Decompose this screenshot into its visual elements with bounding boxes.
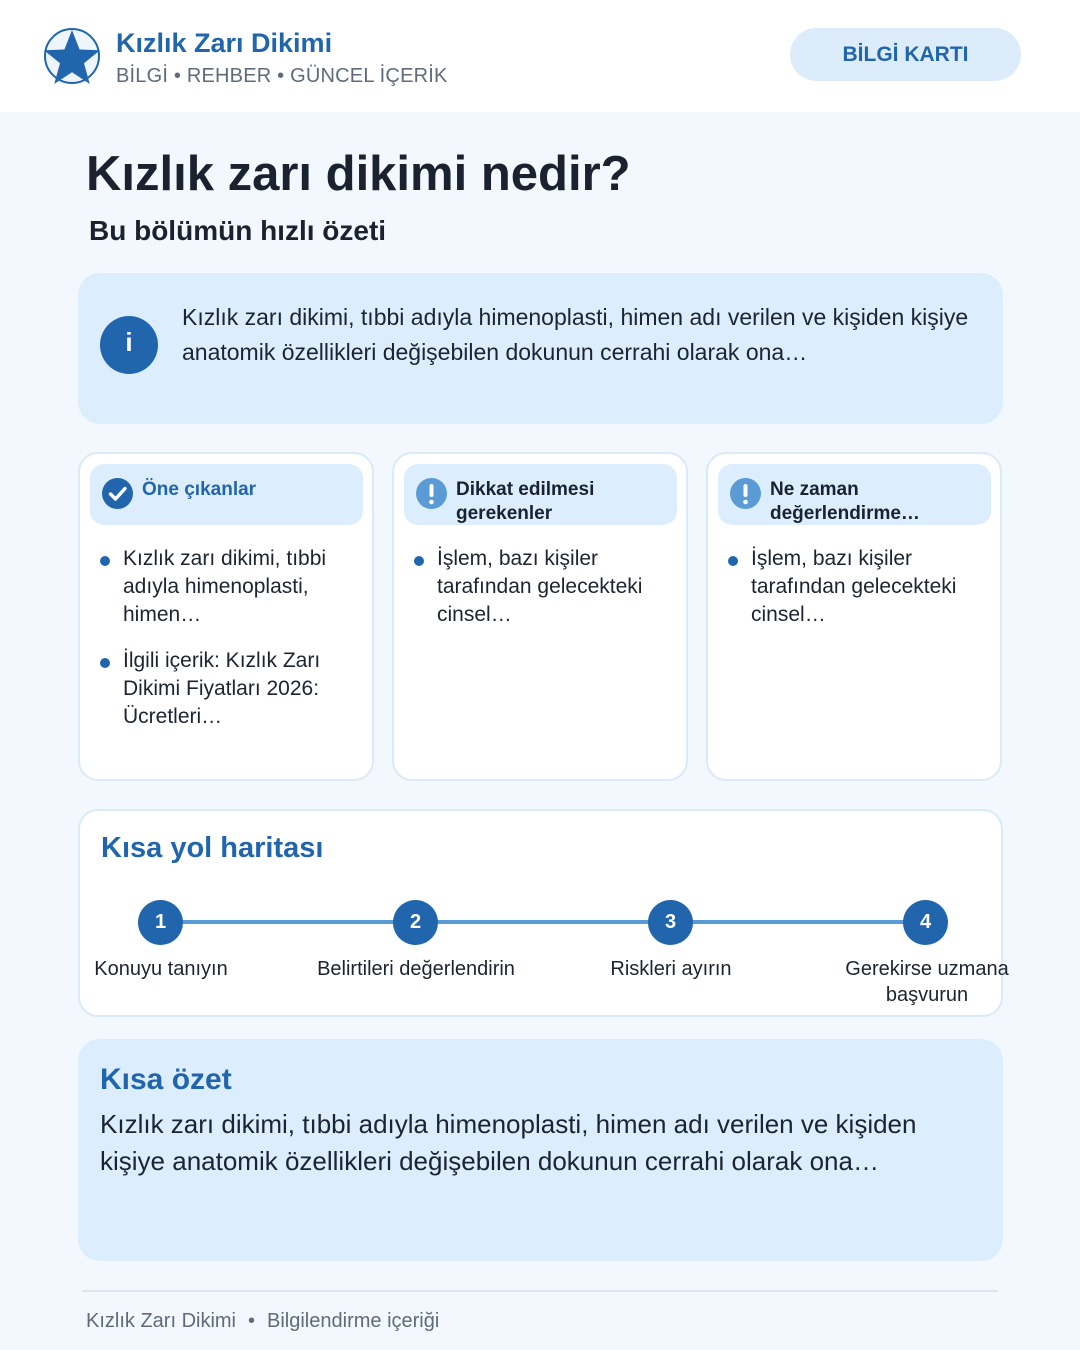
card-header: [90, 464, 363, 525]
footer: [86, 1310, 439, 1333]
card-bullet-list: [100, 545, 362, 749]
card-bullet-list: [728, 545, 990, 647]
roadmap-connector: [161, 920, 926, 924]
star-emblem-icon[interactable]: [42, 26, 102, 88]
summary-box: [78, 1039, 1003, 1261]
page-title: Kızlık zarı dikimi nedir?: [86, 147, 631, 201]
card-title: Öne çıkanlar: [142, 479, 257, 500]
step-label: Konuyu tanıyın: [94, 958, 228, 980]
page-subtitle: Bu bölümün hızlı özeti: [89, 215, 387, 246]
check-circle-icon: [102, 478, 133, 509]
list-item: İşlem, bazı kişiler tarafından gelecekteki cinsel…: [728, 545, 990, 629]
info-icon: i: [100, 316, 158, 374]
card-title: Dikkat edilmesi gerekenler: [456, 479, 595, 524]
intro-text: Kızlık zarı dikimi, tıbbi adıyla himenoplasti, himen adı verilen ve kişiden kişiye anatomik özellikleri değişebilen dokunun cerrahi olarak ona…: [182, 304, 969, 365]
card-header: [404, 464, 677, 525]
roadmap-title: Kısa yol haritası: [101, 832, 324, 864]
brand-title[interactable]: Kızlık Zarı Dikimi: [116, 28, 333, 58]
brand-tagline: BİLGİ • REHBER • GÜNCEL İÇERİK: [116, 65, 448, 87]
card-title: Ne zaman değerlendirme…: [770, 479, 920, 524]
highlights-card: [78, 452, 374, 781]
roadmap-section: [78, 809, 1009, 1017]
exclamation-circle-icon: [416, 478, 447, 509]
list-item: Kızlık zarı dikimi, tıbbi adıyla himenoplasti, himen…: [100, 545, 362, 629]
list-item: İlgili içerik: Kızlık Zarı Dikimi Fiyatları 2026: Ücretleri…: [100, 647, 362, 731]
exclamation-circle-icon: [730, 478, 761, 509]
step-number: 2: [393, 900, 438, 945]
footer-divider: [82, 1290, 998, 1292]
site-header: [0, 0, 1080, 112]
step-label: Riskleri ayırın: [610, 958, 732, 980]
card-header: [718, 464, 991, 525]
step-number: 4: [903, 900, 948, 945]
footer-separator: •: [248, 1310, 256, 1332]
list-item: İşlem, bazı kişiler tarafından gelecekteki cinsel…: [414, 545, 676, 629]
step-label: Gerekirse uzmana başvurun: [845, 958, 1009, 1006]
step-label: Belirtileri değerlendirin: [317, 958, 515, 980]
summary-title: Kısa özet: [100, 1063, 232, 1096]
intro-info-box: [78, 273, 1003, 424]
step-number: 3: [648, 900, 693, 945]
when-to-evaluate-card: [706, 452, 1002, 781]
footer-site-name[interactable]: Kızlık Zarı Dikimi: [86, 1310, 236, 1332]
info-card-badge: BİLGİ KARTI: [790, 28, 1021, 81]
card-bullet-list: [414, 545, 676, 647]
cautions-card: [392, 452, 688, 781]
step-number: 1: [138, 900, 183, 945]
summary-text: Kızlık zarı dikimi, tıbbi adıyla himenoplasti, himen adı verilen ve kişiden kişiye anatomik özellikleri değişebilen dokunun cerrahi olarak ona…: [100, 1109, 917, 1176]
footer-note: Bilgilendirme içeriği: [267, 1310, 440, 1332]
